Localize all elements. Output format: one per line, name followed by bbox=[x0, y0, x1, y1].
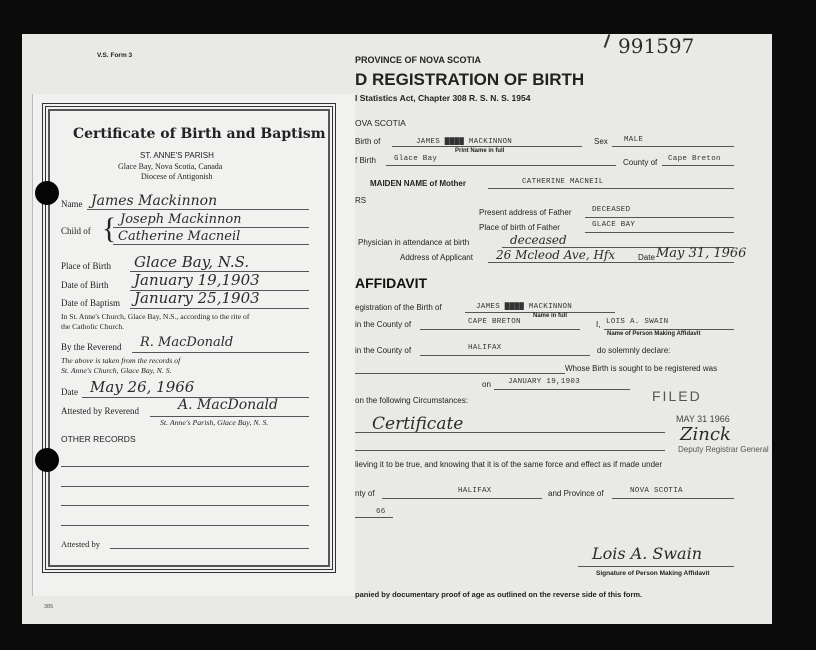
i-label: I, bbox=[596, 320, 601, 329]
baptism-line bbox=[130, 308, 309, 309]
county-value: Cape Breton bbox=[668, 155, 721, 163]
affidavit-signature: Lois A. Swain bbox=[592, 544, 703, 563]
sex-label: Sex bbox=[594, 137, 608, 146]
on-line bbox=[494, 389, 630, 390]
records-line-2 bbox=[61, 486, 309, 487]
county-of-line bbox=[382, 498, 542, 499]
birth-of-value: JAMES ▇▇▇▇ MACKINNON bbox=[416, 138, 513, 146]
physician-label: Physician in attendance at birth bbox=[358, 238, 470, 247]
place-of-birth-value: Glace Bay bbox=[394, 155, 438, 163]
province-heading: PROVINCE OF NOVA SCOTIA bbox=[355, 55, 482, 65]
attested-line bbox=[150, 416, 309, 417]
applicant-address-line bbox=[488, 262, 734, 263]
blank-line-2 bbox=[355, 450, 665, 451]
declare-text: do solemnly declare: bbox=[597, 346, 671, 355]
attested-by-label: Attested by bbox=[61, 539, 100, 549]
birth-of-label: Birth of bbox=[355, 137, 381, 146]
date-of-birth-label: Date of Birth bbox=[61, 280, 109, 290]
whose-birth-text: Whose Birth is sought to be registered was bbox=[565, 364, 718, 373]
rite-text-1: In St. Anne's Church, Glace Bay, N.S., according to the rite of bbox=[61, 312, 250, 321]
county-line bbox=[662, 165, 734, 166]
print-name-note: Print Name in full bbox=[455, 148, 505, 154]
records-text-2: St. Anne's Church, Glace Bay, N. S. bbox=[61, 366, 172, 375]
maiden-name-value: CATHERINE MACNEIL bbox=[522, 178, 604, 186]
registrar-label: Deputy Registrar General bbox=[678, 445, 769, 454]
county-2-line bbox=[420, 355, 590, 356]
date-of-baptism-label: Date of Baptism bbox=[61, 298, 120, 308]
on-value: JANUARY 19,1903 bbox=[508, 378, 581, 386]
father-line bbox=[113, 227, 309, 228]
signature-label: Signature of Person Making Affidavit bbox=[596, 570, 710, 577]
present-address-line bbox=[585, 217, 734, 218]
province-value: NOVA SCOTIA bbox=[630, 487, 683, 495]
card-date-value: May 26, 1966 bbox=[90, 378, 195, 396]
attested-parish: St. Anne's Parish, Glace Bay, N. S. bbox=[160, 418, 269, 427]
punch-hole-icon bbox=[35, 181, 59, 205]
filed-date: MAY 31 1966 bbox=[676, 414, 730, 424]
county-1-label: in the County of bbox=[355, 320, 412, 329]
mother-line bbox=[113, 244, 309, 245]
maiden-name-label: MAIDEN NAME of Mother bbox=[370, 179, 466, 188]
year-value: 66 bbox=[376, 508, 386, 516]
date-of-baptism-value: January 25,1903 bbox=[134, 289, 260, 307]
reverend-label: By the Reverend bbox=[61, 342, 122, 352]
father-value: Joseph Mackinnon bbox=[120, 212, 242, 227]
county-1-value: CAPE BRETON bbox=[468, 318, 521, 326]
act-reference: l Statistics Act, Chapter 308 R. S. N. S. 1954 bbox=[355, 93, 531, 103]
present-address-label: Present address of Father bbox=[479, 208, 572, 217]
maiden-line bbox=[488, 188, 734, 189]
birth-of-line bbox=[392, 146, 582, 147]
place-of-birth-card-label: Place of Birth bbox=[61, 261, 111, 271]
date-label: Date bbox=[638, 253, 655, 262]
reverend-line bbox=[132, 352, 309, 353]
attested-reverend-value: A. MacDonald bbox=[178, 397, 278, 413]
sex-value: MALE bbox=[624, 136, 644, 144]
believing-text: lieving it to be true, and knowing that it is of the same force and effect as if made under bbox=[355, 460, 663, 469]
form-title: D REGISTRATION OF BIRTH bbox=[355, 70, 585, 89]
other-records-heading: OTHER RECORDS bbox=[61, 434, 136, 444]
registrar-signature: Zinck bbox=[680, 424, 731, 445]
county-2-value: HALIFAX bbox=[468, 344, 502, 352]
brace-icon: { bbox=[102, 212, 117, 245]
father-birthplace-label: Place of birth of Father bbox=[479, 223, 560, 232]
card-date-label: Date bbox=[61, 387, 78, 397]
county-2-label: in the County of bbox=[355, 346, 412, 355]
attested-by-line bbox=[110, 548, 309, 549]
form-id: V.S. Form 3 bbox=[97, 52, 133, 59]
applicant-note: Name of Person Making Affidavit bbox=[607, 331, 701, 337]
records-text-1: The above is taken from the records of bbox=[61, 356, 181, 365]
physician-value: deceased bbox=[510, 233, 567, 247]
registration-label: egistration of the Birth of bbox=[355, 303, 442, 312]
present-address-value: DECEASED bbox=[592, 206, 631, 214]
attested-reverend-label: Attested by Reverend bbox=[61, 406, 139, 416]
records-line-1 bbox=[61, 466, 309, 467]
mother-value: Catherine Macneil bbox=[118, 229, 241, 244]
county-of-label: nty of bbox=[355, 489, 375, 498]
father-birthplace-line bbox=[585, 232, 734, 233]
signature-line bbox=[578, 566, 734, 567]
records-line-3 bbox=[61, 505, 309, 506]
circumstances-value: Certificate bbox=[372, 414, 464, 434]
sex-line bbox=[612, 146, 734, 147]
year-line bbox=[355, 517, 393, 518]
records-line-4 bbox=[61, 525, 309, 526]
rs-fragment: RS bbox=[355, 196, 367, 205]
name-label: Name bbox=[61, 199, 83, 209]
county-1-line bbox=[420, 329, 580, 330]
card-title: Certificate of Birth and Baptism bbox=[73, 126, 326, 142]
place-of-birth-label: f Birth bbox=[355, 156, 376, 165]
nova-scotia-heading: OVA SCOTIA bbox=[355, 118, 406, 128]
county-of-value: HALIFAX bbox=[458, 487, 492, 495]
rite-text-2: the Catholic Church. bbox=[61, 322, 125, 331]
card-footer-code: 385 bbox=[44, 604, 54, 610]
diocese: Diocese of Antigonish bbox=[141, 172, 213, 181]
applicant-address-value: 26 Mcleod Ave, Hfx bbox=[496, 248, 616, 262]
name-full-note: Name in full bbox=[533, 313, 568, 319]
form-footer: panied by documentary proof of age as outlined on the reverse side of this form. bbox=[355, 590, 643, 599]
place-of-birth-card-value: Glace Bay, N.S. bbox=[134, 253, 250, 271]
applicant-address-label: Address of Applicant bbox=[400, 253, 473, 262]
province-label: and Province of bbox=[548, 489, 604, 498]
place-line bbox=[386, 165, 616, 166]
parish-location: Glace Bay, Nova Scotia, Canada bbox=[118, 162, 223, 171]
parish-name: ST. ANNE'S PARISH bbox=[140, 151, 214, 160]
date-of-birth-value: January 19,1903 bbox=[134, 271, 260, 289]
blank-line-1 bbox=[355, 373, 565, 374]
father-birthplace-value: GLACE BAY bbox=[592, 221, 636, 229]
date-value: May 31, 1966 bbox=[656, 246, 747, 261]
county-label: County of bbox=[623, 158, 658, 167]
corner-number: 991597 bbox=[618, 34, 695, 58]
filed-stamp: FILED bbox=[652, 388, 702, 404]
child-of-label: Child of bbox=[61, 226, 91, 236]
name-line bbox=[87, 209, 309, 210]
province-line bbox=[612, 498, 734, 499]
affidavit-title: AFFIDAVIT bbox=[355, 275, 428, 291]
applicant-name-line bbox=[604, 329, 734, 330]
name-value: James Mackinnon bbox=[91, 193, 218, 209]
on-label: on bbox=[482, 380, 491, 389]
circumstances-label: on the following Circumstances: bbox=[355, 396, 468, 405]
circumstances-line bbox=[355, 432, 665, 433]
registration-value: JAMES ▇▇▇▇ MACKINNON bbox=[476, 303, 573, 311]
punch-hole-icon bbox=[35, 448, 59, 472]
reverend-value: R. MacDonald bbox=[140, 335, 234, 350]
applicant-name: LOIS A. SWAIN bbox=[606, 318, 669, 326]
